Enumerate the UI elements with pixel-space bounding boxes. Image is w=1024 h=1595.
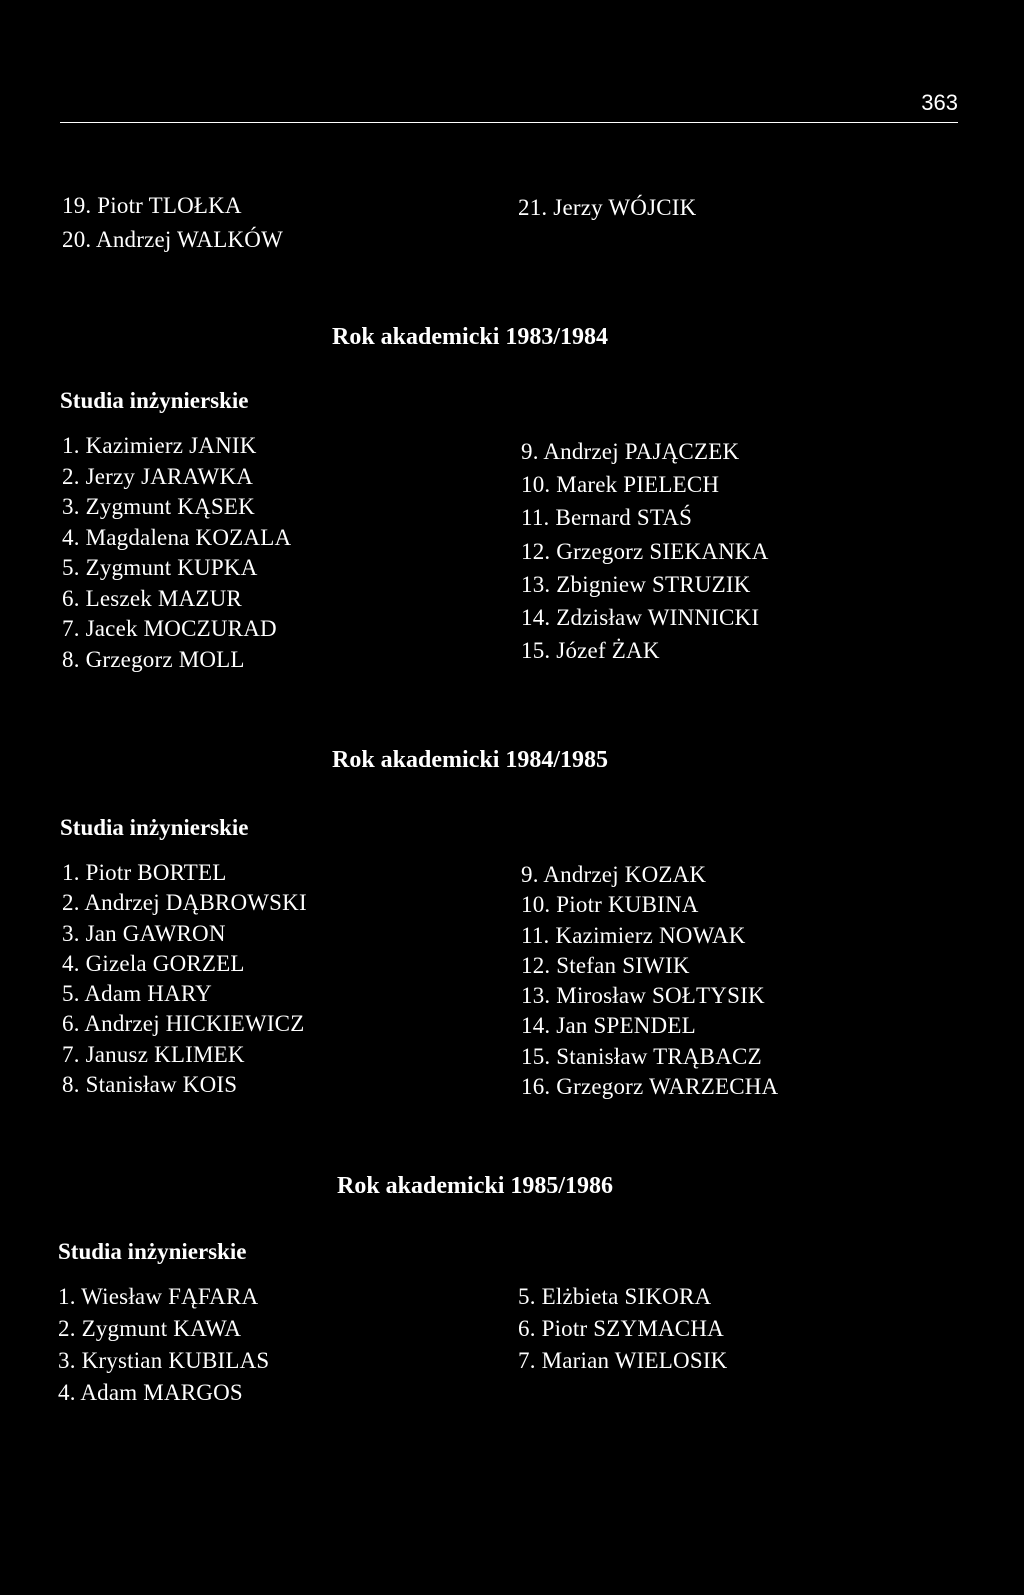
list-item: 12. Grzegorz SIEKANKA xyxy=(521,538,769,564)
list-item: 9. Andrzej KOZAK xyxy=(521,862,707,887)
list-item: 1. Kazimierz JANIK xyxy=(62,433,257,458)
list-item: 12. Stefan SIWIK xyxy=(521,952,690,978)
section-1985-1986-left-list xyxy=(58,1281,269,1409)
list-item: 6. Piotr SZYMACHA xyxy=(518,1316,724,1341)
list-item: 10. Piotr KUBINA xyxy=(521,892,699,918)
list-item: 5. Zygmunt KUPKA xyxy=(62,555,258,580)
list-item: 11. Kazimierz NOWAK xyxy=(521,922,746,948)
page-number: 363 xyxy=(921,90,958,115)
list-item: 3. Zygmunt KĄSEK xyxy=(62,494,255,519)
list-item: 6. Leszek MAZUR xyxy=(62,585,242,611)
list-item: 14. Zdzisław WINNICKI xyxy=(521,605,760,631)
list-item: 4. Adam MARGOS xyxy=(58,1380,243,1405)
section-title-1985-1986: Rok akademicki 1985/1986 xyxy=(337,1173,614,1199)
list-item: 6. Andrzej HICKIEWICZ xyxy=(62,1011,305,1037)
list-item: 4. Magdalena KOZALA xyxy=(62,524,292,550)
list-item: 3. Krystian KUBILAS xyxy=(58,1348,270,1373)
list-item: 2. Zygmunt KAWA xyxy=(58,1316,242,1341)
list-item: 11. Bernard STAŚ xyxy=(521,505,693,531)
section-title-1984-1985: Rok akademicki 1984/1985 xyxy=(332,747,609,773)
list-item: 2. Andrzej DĄBROWSKI xyxy=(62,890,307,916)
section-subtitle-1985-1986: Studia inżynierskie xyxy=(58,1239,247,1264)
list-item: 13. Mirosław SOŁTYSIK xyxy=(521,983,765,1009)
list-item: 15. Józef ŻAK xyxy=(521,638,660,664)
list-item: 13. Zbigniew STRUZIK xyxy=(521,571,751,597)
section-1985-1986-right-list xyxy=(518,1281,728,1377)
list-item: 20. Andrzej WALKÓW xyxy=(62,227,283,252)
list-item: 21. Jerzy WÓJCIK xyxy=(518,195,697,220)
list-item: 10. Marek PIELECH xyxy=(521,472,720,498)
list-item: 19. Piotr TLOŁKA xyxy=(62,193,242,218)
list-item: 2. Jerzy JARAWKA xyxy=(62,463,254,489)
section-1983-1984-left-list xyxy=(62,431,291,675)
list-item: 14. Jan SPENDEL xyxy=(521,1013,696,1039)
list-item: 15. Stanisław TRĄBACZ xyxy=(521,1043,762,1069)
list-item: 7. Jacek MOCZURAD xyxy=(62,616,277,641)
list-item: 8. Grzegorz MOLL xyxy=(62,646,245,672)
top-list-left xyxy=(62,189,283,257)
list-item: 7. Janusz KLIMEK xyxy=(62,1041,245,1067)
list-item: 9. Andrzej PAJĄCZEK xyxy=(521,439,740,464)
list-item: 7. Marian WIELOSIK xyxy=(518,1348,728,1373)
top-list-right xyxy=(518,191,696,225)
list-item: 3. Jan GAWRON xyxy=(62,920,226,946)
header-rule xyxy=(60,122,958,123)
section-1983-1984-right-list xyxy=(521,435,769,667)
list-item: 8. Stanisław KOIS xyxy=(62,1072,238,1098)
section-title-1983-1984: Rok akademicki 1983/1984 xyxy=(332,324,609,350)
list-item: 1. Piotr BORTEL xyxy=(62,860,227,885)
list-item: 1. Wiesław FĄFARA xyxy=(58,1284,259,1309)
section-1984-1985-right-list xyxy=(521,860,778,1102)
section-subtitle-1983-1984: Studia inżynierskie xyxy=(60,388,249,413)
list-item: 16. Grzegorz WARZECHA xyxy=(521,1074,779,1100)
list-item: 5. Elżbieta SIKORA xyxy=(518,1284,712,1309)
list-item: 4. Gizela GORZEL xyxy=(62,950,245,976)
section-1984-1985-left-list xyxy=(62,858,307,1100)
list-item: 5. Adam HARY xyxy=(62,981,212,1007)
section-subtitle-1984-1985: Studia inżynierskie xyxy=(60,815,249,840)
